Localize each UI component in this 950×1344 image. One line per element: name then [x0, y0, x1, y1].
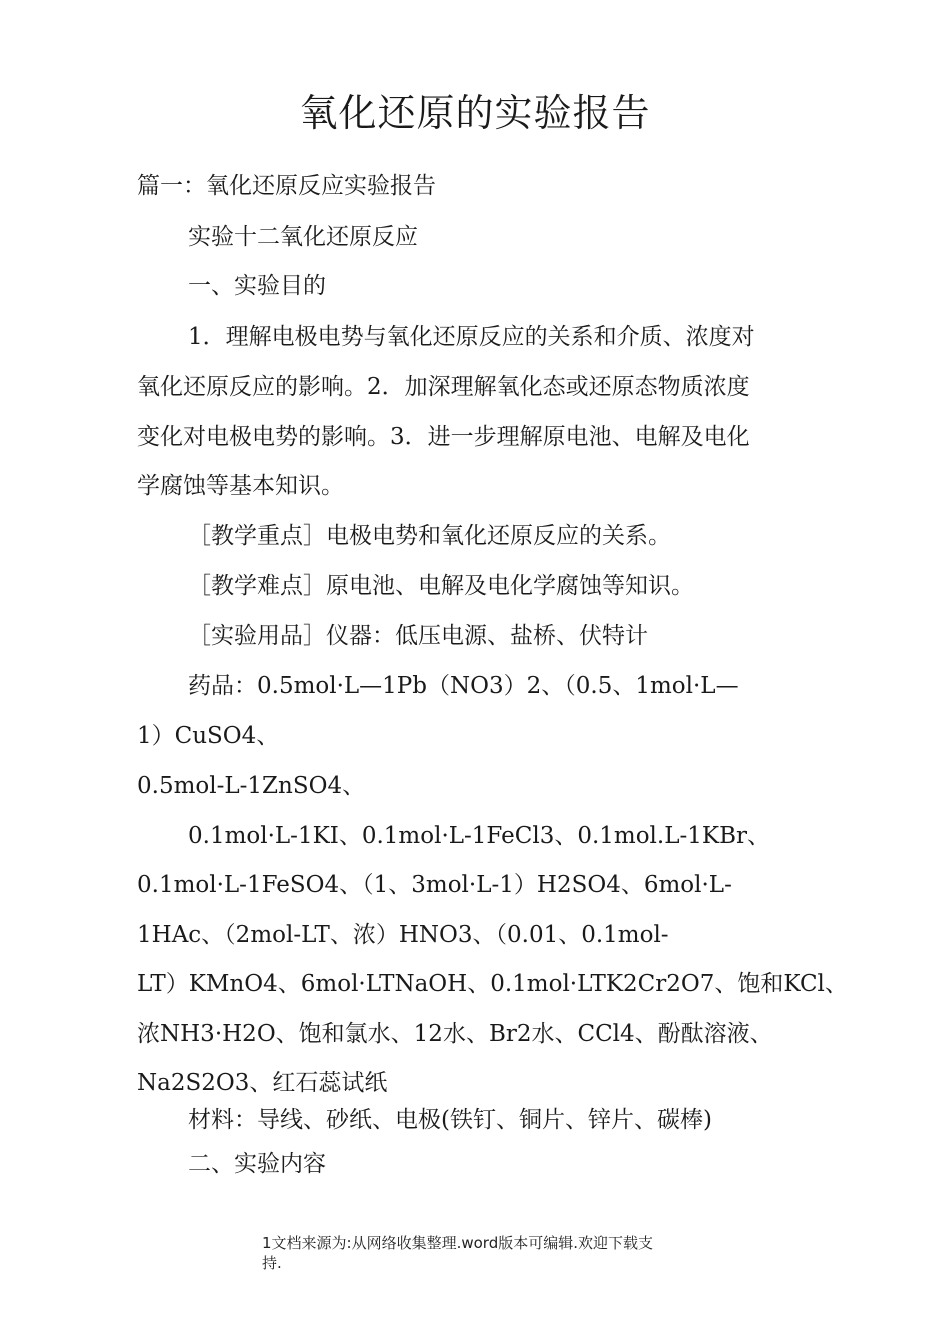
experiment-title: 实验十二氧化还原反应 — [188, 224, 418, 250]
teaching-difficulty: ［教学难点］原电池、电解及电化学腐蚀等知识。 — [188, 573, 694, 599]
page-footer — [262, 1233, 722, 1273]
paragraph-line: 氧化还原反应的影响。2．加深理解氧化态或还原态物质浓度 — [137, 374, 750, 400]
footer-line: 持. — [262, 1254, 282, 1272]
reagents-line: 1）CuSO4、 — [137, 723, 280, 749]
reagents-line: 0.5mol-L-1ZnSO4、 — [137, 773, 366, 799]
section-heading-part1: 篇一：氧化还原反应实验报告 — [137, 173, 436, 199]
reagents-line: LT）KMnO4、6mol·LTNaOH、0.1mol·LTK2Cr2O7、饱和KCl、 — [137, 971, 848, 997]
heading-purpose: 一、实验目的 — [188, 273, 326, 299]
reagents-line: 0.1mol·L-1KI、0.1mol·L-1FeCl3、0.1mol.L-1KBr、 — [188, 823, 770, 849]
heading-content: 二、实验内容 — [188, 1151, 326, 1177]
teaching-focus: ［教学重点］电极电势和氧化还原反应的关系。 — [188, 523, 671, 549]
footer-line: 1文档来源为:从网络收集整理.word版本可编辑.欢迎下载支 — [262, 1234, 654, 1252]
materials-line: 材料：导线、砂纸、电极(铁钉、铜片、锌片、碳棒) — [188, 1107, 712, 1133]
paragraph-line: 学腐蚀等基本知识。 — [137, 473, 344, 499]
experiment-supplies: ［实验用品］仪器：低压电源、盐桥、伏特计 — [188, 623, 648, 649]
paragraph-line: 1．理解电极电势与氧化还原反应的关系和介质、浓度对 — [188, 324, 755, 350]
reagents-line: 浓NH3·H2O、饱和氯水、12水、Br2水、CCl4、酚酞溶液、 — [137, 1021, 773, 1047]
paragraph-line: 变化对电极电势的影响。3．进一步理解原电池、电解及电化 — [137, 424, 750, 450]
reagents-line: Na2S2O3、红石蕊试纸 — [137, 1070, 388, 1096]
reagents-line: 0.1mol·L-1FeSO4、（1、3mol·L-1）H2SO4、6mol·L- — [137, 872, 732, 898]
document-title: 氧化还原的实验报告 — [299, 91, 651, 135]
reagents-line: 药品：0.5mol·L—1Pb（NO3）2、（0.5、1mol·L— — [188, 673, 739, 699]
reagents-line: 1HAc、（2mol-LT、浓）HNO3、（0.01、0.1mol- — [137, 922, 669, 948]
